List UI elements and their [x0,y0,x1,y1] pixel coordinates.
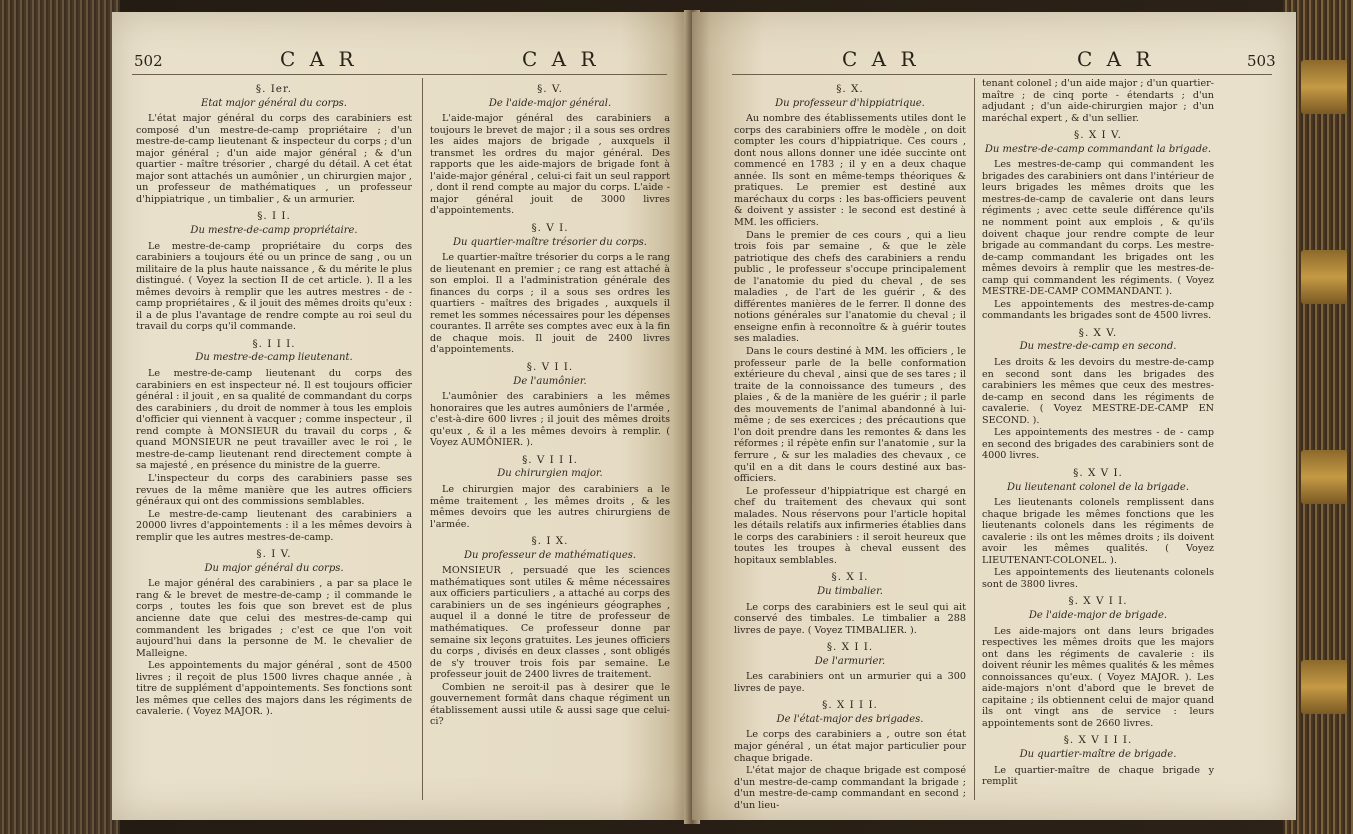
section-subtitle: Du mestre-de-camp commandant la brigade. [984,143,1212,155]
section-heading: §. V I. [531,222,569,235]
running-header: C A R [522,47,600,71]
text-column [982,78,1214,789]
paragraph: Les droits & les devoirs du mestre-de-camp en second sont dans les brigades des carabiniers les mêmes que ceux des mestres-de-camp en second dans les régiments de cavalerie. ( Voyez MESTRE-DE-CAMP EN SECOND. ). [982,357,1214,426]
text-column [430,78,670,729]
section-heading: §. V. [537,83,563,95]
paragraph: Le corps des carabiniers a , outre son état major général , un état major particulier pour chaque brigade. [734,729,966,764]
section-heading: §. V I I I. [522,453,578,466]
column-rule [422,78,423,800]
section-subtitle: Du professeur d'hippiatrique. [775,97,925,109]
page-number: 503 [1247,52,1276,70]
left-page [112,12,690,820]
section-heading: §. I X. [531,535,569,548]
section-heading: §. I I. [257,210,291,223]
spine-band [1301,450,1347,504]
paragraph: Le mestre-de-camp lieutenant du corps des carabiniers en est inspecteur né. Il est toujours officier général : il jouit , en sa qualité de commandant du corps des carabiniers , du droit de nommer à tous les emplois d'officier qui viennent à vacquer ; comme inspecteur , il rend compte à MONSIEUR du travail du corps , & quand MONSIEUR ne peut travailler avec le roi , le mestre-de-camp lieutenant rend directement compte à sa majesté , en présence du ministre de la guerre. [136,368,412,472]
section-subtitle: De l'armurier. [814,655,886,667]
running-header: C A R [842,47,920,71]
header-rule [732,74,1272,75]
section-subtitle: De l'aide-major général. [488,97,612,109]
section-subtitle: Du timbalier. [817,585,883,597]
section-subtitle: De l'aumônier. [513,375,587,387]
section-heading: §. I I I. [252,337,296,350]
section-heading: §. I V. [256,548,292,561]
spine-band [1301,660,1347,714]
section-heading: §. V I I. [526,361,574,374]
paragraph: Le professeur d'hippiatrique est chargé en chef du traitement des chevaux qui sont malades. Nous réservons pour l'article hopital les détails relatifs aux infirmeries établies dans le corps des carabiniers : il seroit heureux que toutes les troupes à cheval eussent des hopitaux semblables. [734,485,966,566]
paragraph: Le mestre-de-camp propriétaire du corps des carabiniers a toujours été ou un prince de sang , ou un militaire de la plus haute naissance , & du mérite le plus distingué. ( Voyez la section II de cet article. ). Il a les mêmes devoirs à remplir que les autres mestres - de - camp propriétaires , & il jouit des mêmes droits qu'eux : il a de plus l'avantage de rendre compte au roi seul du travail du corps qu'il commande. [136,240,412,333]
section-heading: §. X. [836,83,864,95]
section-subtitle: De l'état-major des brigades. [776,713,924,725]
paragraph: L'aide-major général des carabiniers a toujours le brevet de major ; il a sous ses ordres les aides majors de brigade , auxquels il transmet les ordres du major général. Des rapports que les aide-majors de brigade font à l'aide-major général , celui-ci fait un seul rapport , dont il rend compte au major du corps. L'aide - major général jouit de 3000 livres d'appointements. [430,113,670,217]
section-subtitle: Du major général du corps. [204,562,344,574]
section-subtitle: Du lieutenant colonel de la brigade. [1006,481,1190,493]
paragraph: L'inspecteur du corps des carabiniers passe ses revues de la même manière que les autres officiers généraux qui ont des commissions semblables. [136,472,412,508]
section-subtitle: Du mestre-de-camp lieutenant. [195,352,353,364]
section-heading: §. X I V. [1074,129,1122,142]
section-subtitle: Du professeur de mathématiques. [463,549,637,561]
paragraph: tenant colonel ; d'un aide major ; d'un quartier-maître ; de cinq porte - étendarts ; d'un adjudant ; d'un aide-chirurgien major ; d'un maréchal expert , & d'un sellier. [982,78,1214,124]
section-heading: §. X V I I. [1068,595,1128,608]
paragraph: Les appointements du major général , sont de 4500 livres ; il reçoit de plus 1500 livres chaque année , à titre de supplément d'appointements. Ses fonctions sont les mêmes que celles des majors dans les régiments de cavalerie. ( Voyez MAJOR. ). [136,660,412,718]
page-number: 502 [134,52,163,70]
text-column [734,78,966,812]
paragraph: L'état major général du corps des carabiniers est composé d'un mestre-de-camp propriétaire ; d'un mestre-de-camp lieutenant & inspecteur du corps ; d'un major général ; d'un aide major général ; & d'un quartier - maître trésorier , chargé du détail. A cet état major sont attachés un aumônier , un chirurgien major , un professeur de mathématiques , un professeur d'hippiatrique , un timbalier , & un armurier. [136,113,412,205]
paragraph: Les appointements des lieutenants colonels sont de 3800 livres. [982,567,1214,590]
paragraph: Les appointements des mestres-de-camp commandants les brigades sont de 4500 livres. [982,298,1214,322]
paragraph: Le quartier-maître de chaque brigade y remplit [982,764,1214,788]
section-subtitle: Etat major général du corps. [201,97,347,109]
section-heading: §. X V I I I. [1063,734,1133,747]
section-subtitle: Du mestre-de-camp propriétaire. [190,225,358,237]
section-subtitle: De l'aide-major de brigade. [1028,609,1168,621]
section-subtitle: Du quartier-maître trésorier du corps. [453,236,647,248]
paragraph: Les lieutenants colonels remplissent dans chaque brigade les mêmes fonctions que les lieutenants colonels dans les régiments de cavalerie : ils ont les mêmes droits ; ils doivent avoir les mêmes qualités. ( Voyez LIEUTENANT-COLONEL. ). [982,497,1214,566]
section-subtitle: Du chirurgien major. [497,468,603,480]
running-header: C A R [280,47,358,71]
section-heading: §. X V. [1078,326,1118,339]
paragraph: MONSIEUR , persuadé que les sciences mathématiques sont utiles & même nécessaires aux officiers particuliers , a attaché au corps des carabiniers un de ses ingénieurs géographes , auquel il a donné le titre de professeur de mathématiques. Ce professeur donne par semaine six leçons gratuites. Les jeunes officiers du corps , divisés en deux classes , sont obligés de s'y trouver trois fois par semaine. Le professeur jouit de 2400 livres de traitement. [430,565,670,681]
paragraph: Le corps des carabiniers est le seul qui ait conservé des timbales. Le timbalier a 288 livres de paye. ( Voyez TIMBALIER. ). [734,601,966,636]
paragraph: Combien ne seroit-il pas à desirer que le gouvernement formât dans chaque régiment un établissement aussi utile & aussi sage que celui-ci? [430,681,670,728]
paragraph: Le mestre-de-camp lieutenant des carabiniers a 20000 livres d'appointements : il a les mêmes devoirs à remplir que les autres mestres-de-camp. [136,508,412,543]
section-subtitle: Du mestre-de-camp en second. [1019,341,1177,353]
paragraph: L'état major de chaque brigade est composé d'un mestre-de-camp commandant la brigade ; d'un mestre-de-camp commandant en second ; d'un lieu- [734,765,966,811]
paragraph: L'aumônier des carabiniers a les mêmes honoraires que les autres aumôniers de l'armée , c'est-à-dire 600 livres ; il jouit des mêmes droits qu'eux , & il a les mêmes devoirs à remplir. ( Voyez AUMÔNIER. ). [430,391,670,449]
paragraph: Les carabiniers ont un armurier qui a 300 livres de paye. [734,671,966,694]
section-heading: §. X V I. [1073,466,1123,479]
spine-band [1301,250,1347,304]
header-rule [132,74,667,75]
paragraph: Le chirurgien major des carabiniers a le même traitement , les mêmes droits , & les mêmes devoirs que les autres chirurgiens de l'armée. [430,483,670,530]
section-subtitle: Du quartier-maître de brigade. [1019,748,1177,760]
column-rule [974,78,975,800]
section-heading: §. X I I I. [822,699,878,712]
section-heading: §. Ier. [255,83,293,95]
section-heading: §. X I I. [826,641,874,654]
right-page [692,12,1296,820]
left-page-edges [0,0,120,834]
paragraph: Les appointements des mestres - de - camp en second des brigades des carabiniers sont de 4000 livres. [982,427,1214,462]
spine-band [1301,60,1347,114]
section-heading: §. X I. [831,571,869,584]
paragraph: Les mestres-de-camp qui commandent les brigades des carabiniers ont dans l'intérieur de leurs brigades les mêmes droits que les mestres-de-camp de cavalerie ont dans leurs régiments ; avec cette seule différence qu'ils ne nomment point aux emplois , & qu'ils doivent chaque jour rendre compte de leur brigade au commandant du corps. Les mestre-de-camp commandant les brigades ont les mêmes devoirs à remplir que les mestres-de-camp qui commandent les régiments. ( Voyez MESTRE-DE-CAMP COMMANDANT. ). [982,159,1214,298]
paragraph: Le quartier-maître trésorier du corps a le rang de lieutenant en premier ; ce rang est attaché à son emploi. Il a l'administration générale des finances du corps ; il a sous ses ordres les quartiers - maîtres des brigades , auxquels il remet les sommes nécessaires pour les dépenses courantes. Il arrête ses comptes avec eux à la fin de chaque mois. Il jouit de 2400 livres d'appointements. [430,252,670,356]
paragraph: Le major général des carabiniers , a par sa place le rang & le brevet de mestre-de-camp ; il commande le corps , toutes les fois que son brevet est de plus ancienne date que celui des mestres-de-camp qui commandent les brigades ; c'est ce que l'on voit aujourd'hui dans la personne de M. le chevalier de Malleigne. [136,578,412,659]
paragraph: Au nombre des établissements utiles dont le corps des carabiniers offre le modèle , on doit compter les cours d'hippiatrique. Ces cours , dont nous allons donner une idée succinte ont commencé en 1783 ; il y en a deux chaque année. Ils sont en même-temps théoriques & pratiques. Le premier est destiné aux maréchaux du corps : les bas-officiers peuvent & doivent y assister : le second est destiné à MM. les officiers. [734,113,966,229]
paragraph: Les aide-majors ont dans leurs brigades respectives les mêmes droits que les majors ont dans les régiments de cavalerie : ils doivent réunir les mêmes qualités & les mêmes connoissances qu'eux. ( Voyez MAJOR. ). Les aide-majors n'ont d'abord que le brevet de capitaine ; ils obtiennent celui de major quand ils ont vingt ans de service : leurs appointements sont de 2660 livres. [982,625,1214,729]
paragraph: Dans le cours destiné à MM. les officiers , le professeur parle de la belle conformation extérieure du cheval , ainsi que de ses tares ; il traite de la connoissance des tumeurs , des plaies , & de la manière de les guérir ; il parle des mouvements de l'animal abandonné à lui-même ; de ses exercices ; des précautions que l'on doit prendre dans les remontes & dans les réformes ; il répète enfin sur l'anatomie , sur la ferrure , & sur les maladies des chevaux , ce qu'il en a dit dans le cours destiné aux bas-officiers. [734,346,966,485]
running-header: C A R [1077,47,1155,71]
paragraph: Dans le premier de ces cours , qui a lieu trois fois par semaine , & que le zèle patriotique des chefs des carabiniers a rendu public , le professeur s'occupe principalement de l'anatomie du pied du cheval , de ses maladies , de l'art de les guérir , & des différentes manières de le ferrer. Il donne des notions générales sur l'anatomie du cheval ; il enseigne enfin à reconnoître & à guérir toutes ses maladies. [734,229,966,345]
text-column [136,78,412,719]
